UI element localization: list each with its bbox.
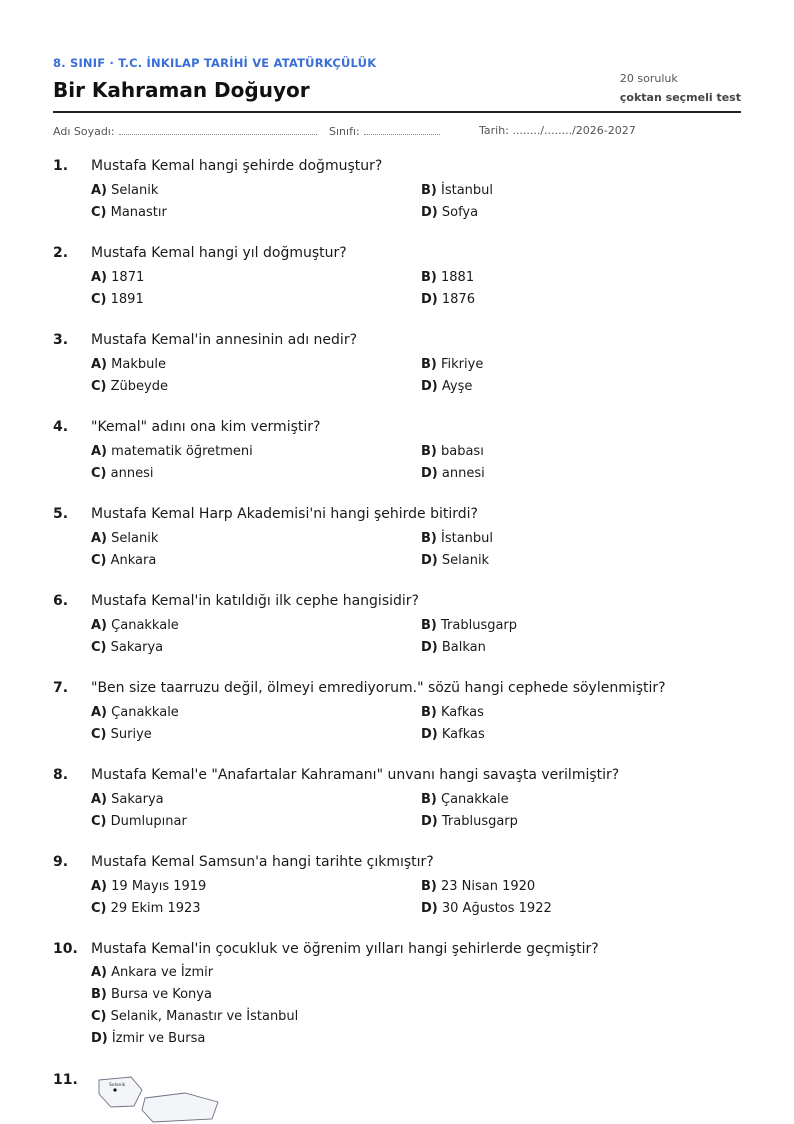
option-d[interactable]: D) 30 Ağustos 1922 <box>421 901 552 916</box>
question-text: Mustafa Kemal hangi şehirde doğmuştur? <box>91 158 383 174</box>
region-shape <box>142 1093 218 1122</box>
question-text: Mustafa Kemal hangi yıl doğmuştur? <box>91 245 347 261</box>
question-number: 3. <box>53 332 69 348</box>
map-label-selanik: Selanik <box>109 1083 126 1088</box>
question-number: 4. <box>53 419 69 435</box>
question-text: Mustafa Kemal'in çocukluk ve öğrenim yılları hangi şehirlerde geçmiştir? <box>91 941 599 957</box>
option-d[interactable]: D) Sofya <box>421 205 479 220</box>
region-shape-selanik <box>99 1077 142 1107</box>
option-d[interactable]: D) 1876 <box>421 292 475 307</box>
option-c[interactable]: C) annesi <box>91 466 154 481</box>
option-a[interactable]: A) 1871 <box>91 270 145 285</box>
option-a[interactable]: A) Çanakkale <box>91 705 179 720</box>
question-number: 9. <box>53 854 69 870</box>
option-b[interactable]: B) İstanbul <box>421 531 494 546</box>
option-c[interactable]: C) Dumlupınar <box>91 814 187 829</box>
test-meta <box>620 72 741 105</box>
option-a[interactable]: A) Çanakkale <box>91 618 179 633</box>
option-d[interactable]: D) annesi <box>421 466 485 481</box>
option-c[interactable]: C) Ankara <box>91 553 157 568</box>
option-c[interactable]: C) Manastır <box>91 205 167 220</box>
date-value: ......../......../2026-2027 <box>512 124 636 137</box>
option-a[interactable]: A) Selanik <box>91 531 159 546</box>
option-a[interactable]: A) Sakarya <box>91 792 164 807</box>
page-title: Bir Kahraman Doğuyor <box>53 78 310 102</box>
option-b[interactable]: B) Trablusgarp <box>421 618 518 633</box>
option-d[interactable]: D) Trablusgarp <box>421 814 518 829</box>
option-d[interactable]: D) Selanik <box>421 553 490 568</box>
option-c[interactable]: C) 1891 <box>91 292 144 307</box>
header-divider <box>53 111 741 113</box>
course-kicker: 8. SINIF · T.C. İNKILAP TARİHİ VE ATATÜRKÇÜLÜK <box>53 56 377 70</box>
question-text: Mustafa Kemal Harp Akademisi'ni hangi şehirde bitirdi? <box>91 506 478 522</box>
class-field[interactable] <box>329 124 440 138</box>
option-c[interactable]: C) 29 Ekim 1923 <box>91 901 201 916</box>
question-text: "Kemal" adını ona kim vermiştir? <box>91 419 321 435</box>
question-number: 11. <box>53 1072 78 1088</box>
option-b[interactable]: B) Bursa ve Konya <box>91 987 212 1002</box>
option-d[interactable]: D) Kafkas <box>421 727 485 742</box>
class-blank[interactable] <box>364 124 440 135</box>
date-field[interactable] <box>479 124 636 137</box>
option-a[interactable]: A) Makbule <box>91 357 166 372</box>
option-a[interactable]: A) Ankara ve İzmir <box>91 965 214 980</box>
option-c[interactable]: C) Zübeyde <box>91 379 168 394</box>
option-c[interactable]: C) Sakarya <box>91 640 164 655</box>
question-text: Mustafa Kemal'in katıldığı ilk cephe hangisidir? <box>91 593 419 609</box>
question-number: 2. <box>53 245 69 261</box>
student-info-row <box>53 124 741 140</box>
option-d[interactable]: D) Ayşe <box>421 379 473 394</box>
question-text: Mustafa Kemal'in annesinin adı nedir? <box>91 332 357 348</box>
city-marker <box>113 1088 116 1091</box>
name-field[interactable] <box>53 124 317 138</box>
option-b[interactable]: B) 23 Nisan 1920 <box>421 879 536 894</box>
map-figure <box>93 1074 278 1124</box>
test-type: çoktan seçmeli test <box>619 91 741 104</box>
question-text: Mustafa Kemal Samsun'a hangi tarihte çıkmıştır? <box>91 854 434 870</box>
option-b[interactable]: B) 1881 <box>421 270 475 285</box>
name-blank[interactable] <box>119 124 317 135</box>
question-number: 10. <box>53 941 78 957</box>
question-number: 5. <box>53 506 69 522</box>
option-b[interactable]: B) Kafkas <box>421 705 484 720</box>
option-b[interactable]: B) Çanakkale <box>421 792 509 807</box>
question-number: 1. <box>53 158 69 174</box>
option-c[interactable]: C) Selanik, Manastır ve İstanbul <box>91 1009 299 1024</box>
question-count: 20 soruluk <box>619 72 678 85</box>
option-d[interactable]: D) İzmir ve Bursa <box>91 1031 206 1046</box>
question-number: 8. <box>53 767 69 783</box>
option-a[interactable]: A) matematik öğretmeni <box>91 444 253 459</box>
name-label: Adı Soyadı: <box>53 125 115 138</box>
question-text: Mustafa Kemal'e "Anafartalar Kahramanı" unvanı hangi savaşta verilmiştir? <box>91 767 620 783</box>
option-a[interactable]: A) 19 Mayıs 1919 <box>91 879 207 894</box>
question-text: "Ben size taarruzu değil, ölmeyi emrediyorum." sözü hangi cephede söylenmiştir? <box>91 680 666 696</box>
option-b[interactable]: B) İstanbul <box>421 183 494 198</box>
question-number: 6. <box>53 593 69 609</box>
option-b[interactable]: B) babası <box>421 444 484 459</box>
option-a[interactable]: A) Selanik <box>91 183 159 198</box>
option-b[interactable]: B) Fikriye <box>421 357 484 372</box>
option-d[interactable]: D) Balkan <box>421 640 486 655</box>
date-label: Tarih: <box>479 124 509 137</box>
option-c[interactable]: C) Suriye <box>91 727 152 742</box>
question-number: 7. <box>53 680 69 696</box>
class-label: Sınıfı: <box>329 125 360 138</box>
